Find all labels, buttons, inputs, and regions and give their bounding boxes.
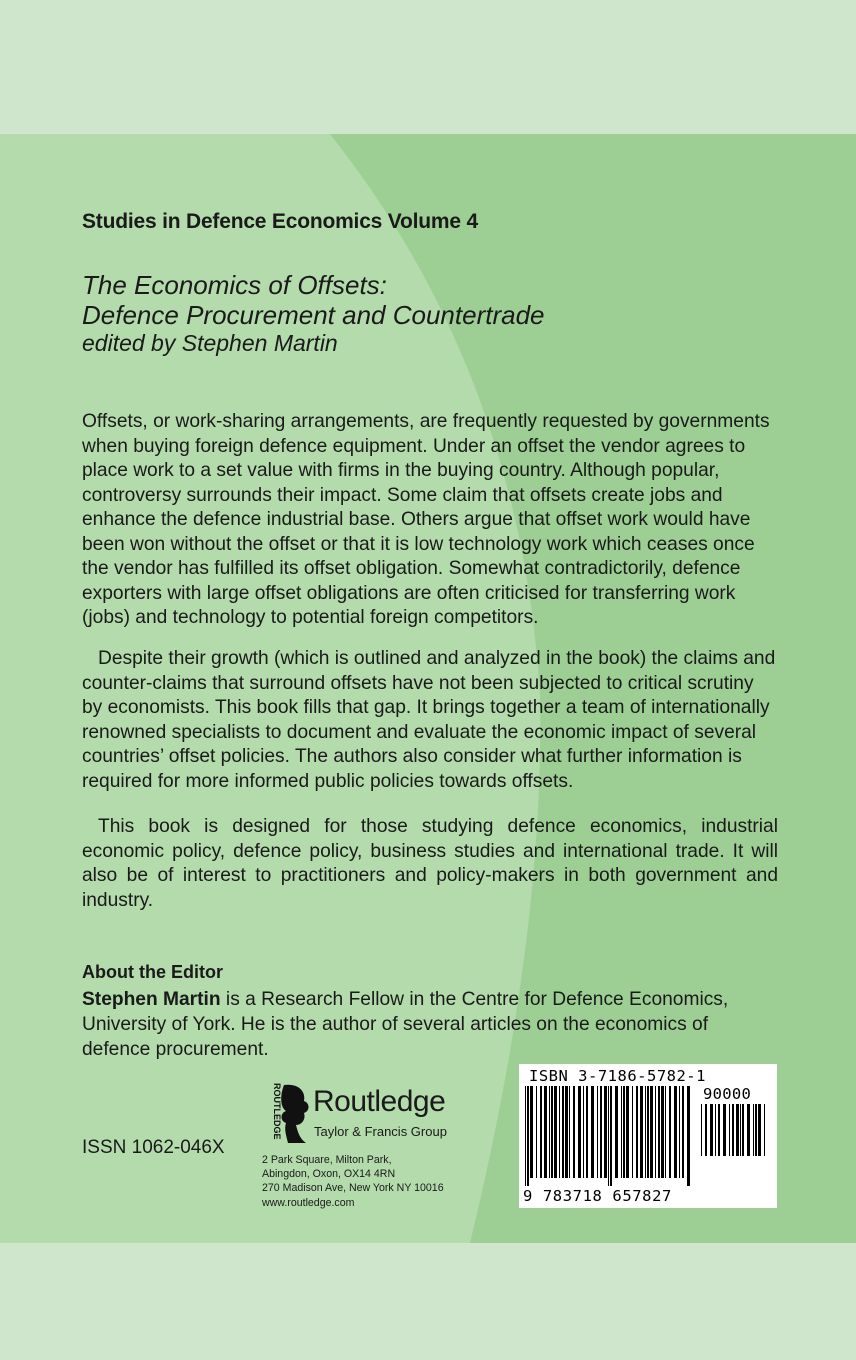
price-code-text: 90000 [703, 1085, 752, 1103]
barcode-bar [764, 1104, 765, 1156]
barcode-bar [559, 1086, 560, 1178]
barcode-bar [636, 1086, 638, 1178]
address-line: Abingdon, Oxon, OX14 4RN [262, 1168, 396, 1181]
barcode-bar [597, 1086, 598, 1178]
publisher-address [262, 1153, 444, 1210]
top-background-band [0, 0, 856, 134]
barcode-bar [669, 1086, 671, 1178]
barcode-bar [661, 1086, 664, 1178]
price-barcode [701, 1104, 771, 1204]
barcode-bar [600, 1086, 602, 1178]
isbn-text: ISBN 3-7186-5782-1 [529, 1067, 706, 1085]
barcode-bar [549, 1086, 550, 1178]
barcode-bar [679, 1086, 680, 1178]
barcode-bar [530, 1086, 533, 1178]
barcode-bar [562, 1086, 564, 1178]
barcode-bar [645, 1086, 646, 1178]
barcode-bar [674, 1086, 677, 1178]
barcode-bar [544, 1086, 547, 1178]
description-paragraph-1: Offsets, or work-sharing arrangements, are frequently requested by governments when buying foreign defence equipment. Under an offset the vendor agrees to place work to a set value with firms in the buying country. Although popular, controversy surrounds their impact. Some claim that offsets create jobs and enhance the defence industrial base. Others argue that offset work would have been won without the offset or that it is low technology work which ceases once the vendor has fulfilled its offset obligation. Somewhat contradictorily, defence exporters with large offset obligations are often criticised for transferring work (jobs) and technology to potential foreign competitors. [82, 411, 770, 628]
barcode-bar [551, 1086, 553, 1178]
publisher-name: Routledge [313, 1085, 446, 1118]
barcode-bar [755, 1104, 757, 1156]
barcode-bar [640, 1086, 643, 1178]
barcode-bar [527, 1086, 529, 1186]
barcode-bar [655, 1086, 656, 1178]
barcode-bar [565, 1086, 568, 1178]
barcode-bar [578, 1086, 581, 1178]
issn-number: ISSN 1062-046X [82, 1137, 225, 1158]
barcode-bar [747, 1104, 750, 1156]
address-line: 270 Madison Ave, New York NY 10016 [262, 1182, 444, 1195]
barcode-bar [608, 1086, 609, 1186]
book-title [82, 270, 545, 330]
barcode-bar [647, 1086, 649, 1178]
bottom-background-band [0, 1243, 856, 1360]
vertical-label: ROUTLEDGE [272, 1083, 282, 1140]
description-paragraph-3: This book is designed for those studying defence economics, industrial economic policy, defence policy, business studies and international trade. It will also be of interest to practitioners and policy-makers in both government and industry. [82, 816, 778, 911]
barcode-bar [665, 1086, 666, 1178]
edited-by: edited by Stephen Martin [82, 330, 338, 356]
barcode-bar [736, 1104, 739, 1156]
barcode-bar [658, 1086, 660, 1178]
editor-name: Stephen Martin [82, 989, 221, 1010]
ean-text: 9 783718 657827 [523, 1187, 672, 1205]
barcode-bar [586, 1086, 588, 1178]
address-line: 2 Park Square, Milton Park, [262, 1154, 392, 1166]
publisher-group: Taylor & Francis Group [314, 1124, 447, 1139]
routledge-vertical-wordmark [263, 1083, 282, 1147]
about-editor-text [82, 987, 778, 1062]
barcode-bar [591, 1086, 594, 1178]
barcode-panel [519, 1064, 777, 1208]
barcode-bar [701, 1104, 702, 1156]
barcode-bar [718, 1104, 720, 1156]
barcode-bar [715, 1104, 716, 1156]
barcode-bar [650, 1086, 653, 1178]
barcode-bar [632, 1086, 633, 1178]
description-paragraph-2: Despite their growth (which is outlined and analyzed in the book) the claims and counter-claims that surround offsets have not been subjected to critical scrutiny by economists. This book fills that gap. It brings together a team of internationally renowned specialists to document and evaluate the economic impact of several countries’ offset policies. The authors also consider what further information is required for more informed public policies towards offsets. [82, 648, 776, 792]
barcode-bar [732, 1104, 734, 1156]
barcode-bar [623, 1086, 625, 1178]
barcode-bar [573, 1086, 575, 1178]
barcode-bar [536, 1086, 537, 1178]
publisher-website: www.routledge.com [262, 1196, 355, 1209]
barcode-bar [583, 1086, 584, 1178]
series-title: Studies in Defence Economics Volume 4 [82, 210, 478, 233]
about-editor-heading: About the Editor [82, 962, 223, 982]
barcode-bar [615, 1086, 618, 1178]
barcode-bar [604, 1086, 607, 1178]
barcode-bar [569, 1086, 570, 1178]
barcode-bar [742, 1104, 744, 1156]
barcode-bar [682, 1086, 684, 1178]
title-line-1: The Economics of Offsets: [82, 270, 387, 300]
isbn-barcode [525, 1086, 695, 1186]
barcode-bar [687, 1086, 690, 1186]
title-line-2: Defence Procurement and Countertrade [82, 300, 545, 330]
barcode-bar [710, 1104, 713, 1156]
barcode-bar [621, 1086, 622, 1178]
editor-bio: is a Research Fellow in the Centre for Defence Economics, University of York. He is the author of several articles on the economics of defence procurement. [82, 989, 729, 1060]
barcode-bar [723, 1104, 726, 1156]
barcode-bar [610, 1086, 612, 1186]
barcode-bar [705, 1104, 707, 1156]
barcode-bar [525, 1086, 526, 1186]
barcode-bar [753, 1104, 754, 1156]
barcode-bar [729, 1104, 730, 1156]
barcode-bar [740, 1104, 741, 1156]
barcode-bar [554, 1086, 557, 1178]
barcode-bar [758, 1104, 761, 1156]
barcode-bar [540, 1086, 542, 1178]
barcode-bar [626, 1086, 629, 1178]
